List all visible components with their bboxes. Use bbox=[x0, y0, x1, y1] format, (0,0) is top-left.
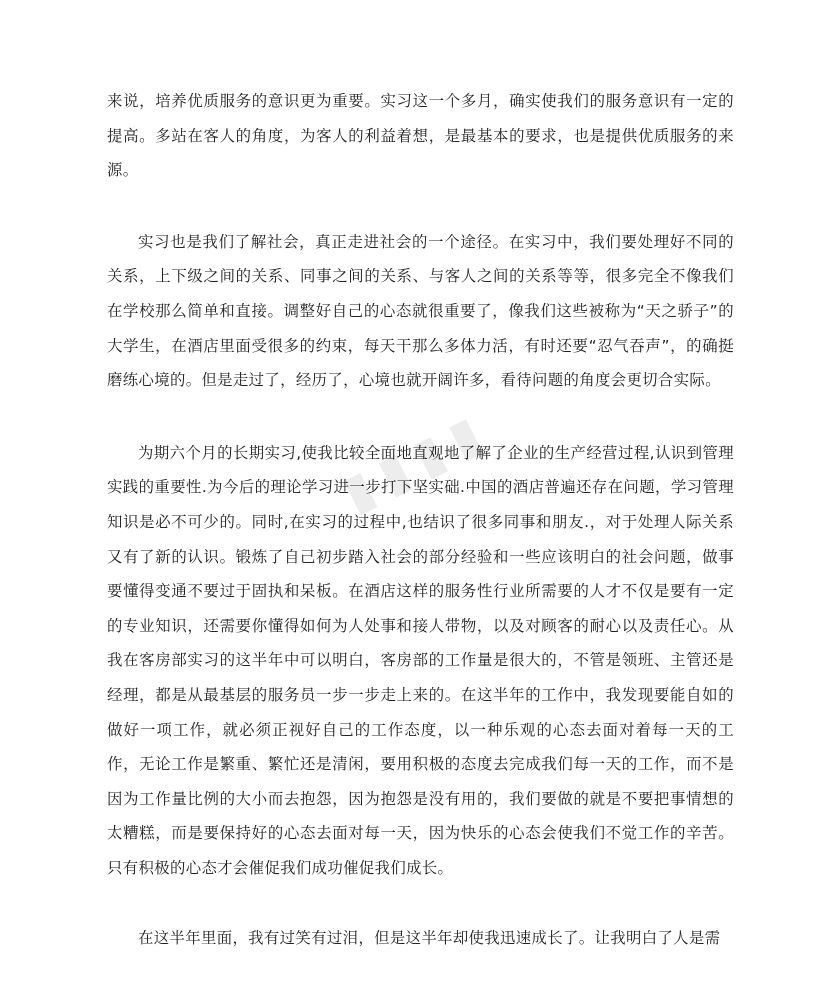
paragraph-internship-summary: 为期六个月的长期实习,使我比较全面地直观地了解了企业的生产经营过程,认识到管理实践的重要性.为今后的理论学习进一步打下坚实础.中国的酒店普遍还存在问题，学习管理知识是必不可少的。同时,在实习的过程中,也结识了很多同事和朋友.，对于处理人际关系又有了新的认识。锻炼了自己初步踏入社会的部分经验和一些应该明白的社会问题，做事要懂得变通不要过于固执和呆板。在酒店这样的服务性行业所需要的人才不仅是要有一定的专业知识，还需要你懂得如何为人处事和接人带物，以及对顾客的耐心以及责任心。从我在客房部实习的这半年中可以明白，客房部的工作量是很大的，不管是领班、主管还是经理，都是从最基层的服务员一步一步走上来的。在这半年的工作中，我发现要能自如的做好一项工作，就必须正视好自己的工作态度，以一种乐观的心态去面对着每一天的工作，无论工作是繁重、繁忙还是清闲，要用积极的态度去完成我们每一天的工作，而不是因为工作量比例的大小而去抱怨，因为抱怨是没有用的，我们要做的就是不要把事情想的太糟糕，而是要保持好的心态去面对每一天，因为快乐的心态会使我们不觉工作的辛苦。只有积极的心态才会催促我们成功催促我们成长。 bbox=[107, 443, 734, 877]
watermark: ▮▮▮▮ bbox=[333, 399, 501, 523]
paragraph-growth: 在这半年里面，我有过笑有过泪，但是这半年却使我迅速成长了。让我明白了人是需 bbox=[138, 929, 721, 948]
paragraph-social-practice: 实习也是我们了解社会，真正走进社会的一个途径。在实习中，我们要处理好不同的关系，上下级之间的关系、同事之间的关系、与客人之间的关系等等，很多完全不像我们在学校那么简单和直接。调整好自己的心态就很重要了，像我们这些被称为“天之骄子”的大学生，在酒店里面受很多的约束，每天干那么多体力活，有时还要“忍气吞声”，的确挺磨练心境的。但是走过了，经历了，心境也就开阔许多，看待问题的角度会更切合实际。 bbox=[107, 232, 734, 390]
paragraph-continuation: 来说，培养优质服务的意识更为重要。实习这一个多月，确实使我们的服务意识有一定的提高。多站在客人的角度，为客人的利益着想，是最基本的要求，也是提供优质服务的来源。 bbox=[107, 92, 734, 180]
